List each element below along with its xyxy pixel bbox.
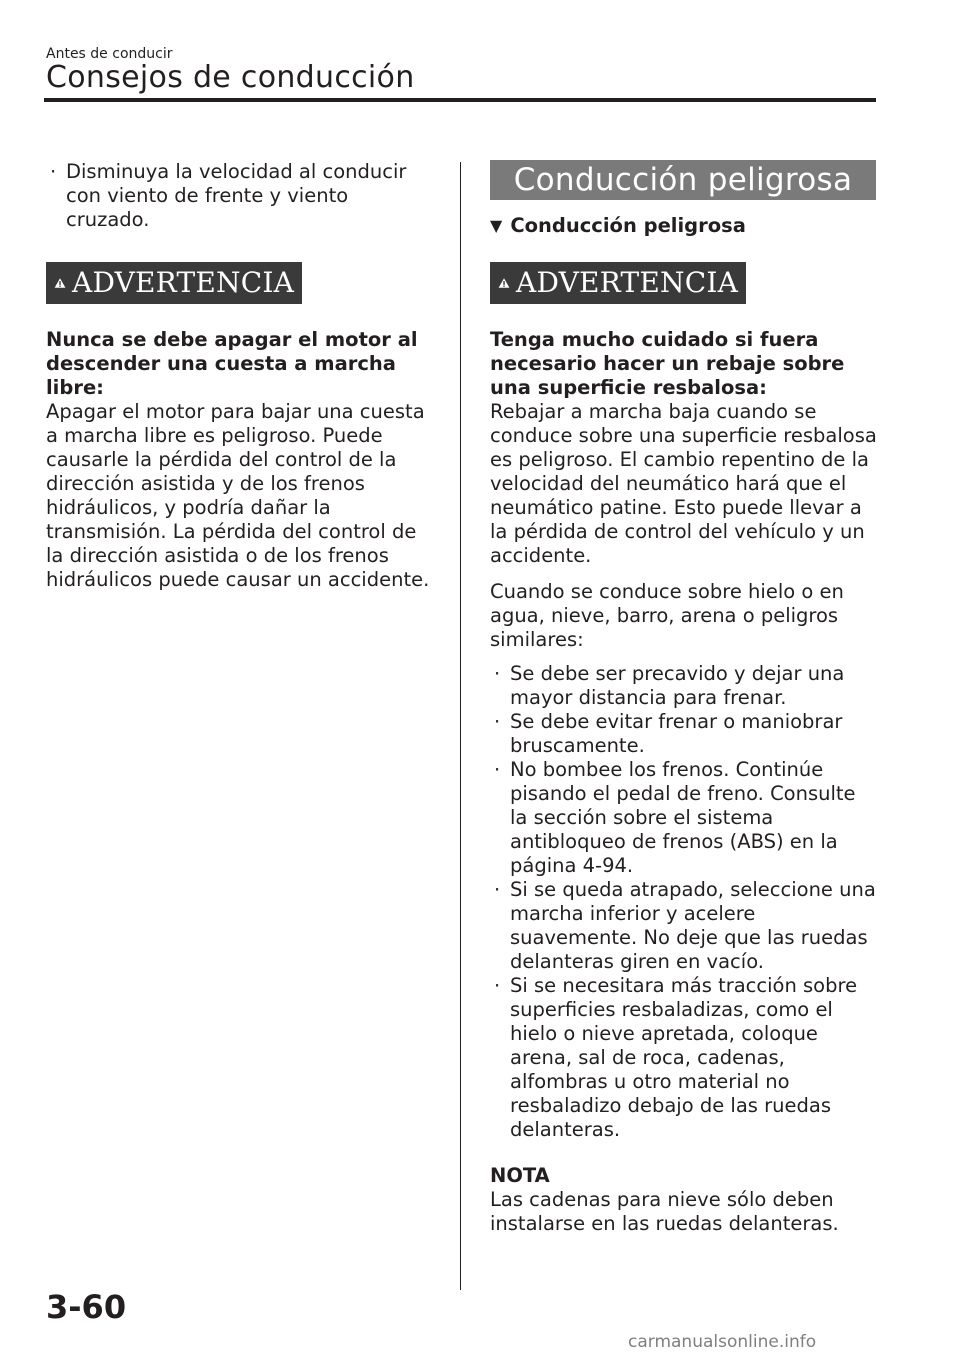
warning-box bbox=[46, 262, 430, 306]
conditions-list bbox=[490, 662, 878, 1142]
warning-icon bbox=[498, 266, 510, 300]
list-item: · Si se necesitara más tracción sobre superficies resbaladizas, como el hielo o nieve apretada, coloque arena, sal de roca, cadenas, alfombras u otro material no resbaladizo debajo de las ruedas delanteras. bbox=[490, 974, 878, 1142]
section-label: Antes de conducir bbox=[46, 46, 173, 62]
conditions-intro: Cuando se conduce sobre hielo o en agua, nieve, barro, arena o peligros similares: bbox=[490, 580, 844, 651]
right-column bbox=[490, 262, 878, 1236]
warning-header bbox=[490, 262, 746, 304]
list-item: · Se debe evitar frenar o maniobrar bruscamente. bbox=[490, 710, 878, 758]
list-item: · Si se queda atrapado, seleccione una marcha inferior y acelere suavemente. No deje que las ruedas delanteras giren en vacío. bbox=[490, 878, 878, 974]
subheading bbox=[490, 214, 746, 237]
list-item: · Se debe ser precavido y dejar una mayor distancia para frenar. bbox=[490, 662, 878, 710]
watermark: carmanualsonline.info bbox=[628, 1332, 817, 1352]
warning-icon bbox=[54, 266, 66, 300]
left-column bbox=[46, 160, 430, 592]
warning-header bbox=[46, 262, 302, 304]
header-rule bbox=[44, 98, 876, 102]
subheading-text: Conducción peligrosa bbox=[510, 214, 746, 237]
section-banner: Conducción peligrosa bbox=[490, 160, 876, 200]
triangle-down-icon: ▼ bbox=[490, 216, 503, 235]
warning-label: ADVERTENCIA bbox=[516, 266, 738, 299]
warning-body-text: Apagar el motor para bajar una cuesta a marcha libre es peligroso. Puede causarle la pérdida del control de la dirección asistida y de los frenos hidráulicos, y podría dañar la transmisión. La pérdida del control de la dirección asistida o de los frenos hidráulicos puede causar un accidente. bbox=[46, 400, 430, 591]
page-title: Consejos de conducción bbox=[46, 60, 415, 95]
note-body: Las cadenas para nieve sólo deben instalarse en las ruedas delanteras. bbox=[490, 1188, 839, 1235]
page-number: 3-60 bbox=[46, 1288, 127, 1326]
warning-bold-text: Tenga mucho cuidado si fuera necesario hacer un rebaje sobre una superficie resbalosa: bbox=[490, 328, 845, 399]
warning-label: ADVERTENCIA bbox=[72, 266, 294, 299]
note-title: NOTA bbox=[490, 1164, 550, 1187]
warning-body-text: Rebajar a marcha baja cuando se conduce sobre una superficie resbalosa es peligroso. El cambio repentino de la velocidad del neumático hará que el neumático patine. Esto puede llevar a la pérdida de control del vehículo y un accidente. bbox=[490, 400, 877, 567]
column-divider bbox=[460, 162, 461, 1290]
list-item: · No bombee los frenos. Continúe pisando el pedal de freno. Consulte la sección sobre el sistema antibloqueo de frenos (ABS) en la página 4-94. bbox=[490, 758, 878, 878]
warning-bold-text: Nunca se debe apagar el motor al descender una cuesta a marcha libre: bbox=[46, 328, 418, 399]
bullet-item: · Disminuya la velocidad al conducir con viento de frente y viento cruzado. bbox=[46, 160, 430, 232]
